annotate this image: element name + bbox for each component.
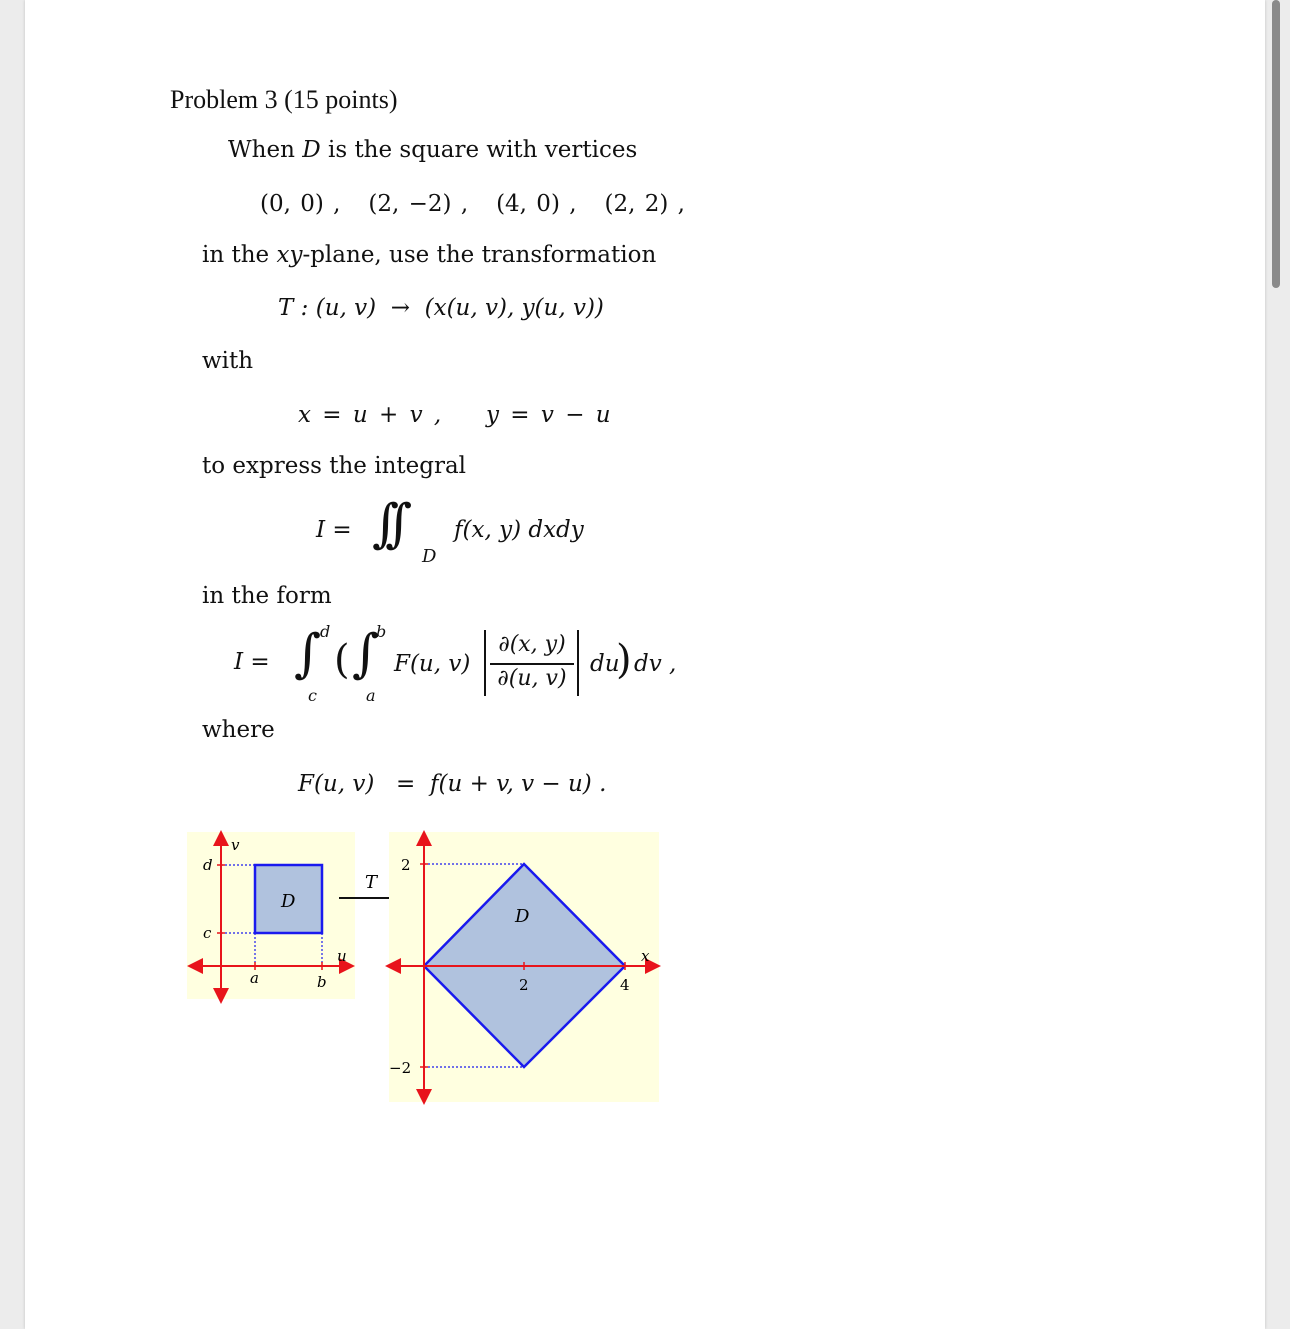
plane-text-2: -plane, use the transformation xyxy=(302,242,657,268)
where-label: where xyxy=(202,717,275,743)
transform-domain: : (u, v) xyxy=(300,295,377,321)
iterated-lhs: I = xyxy=(234,649,270,675)
x-axis-label: x xyxy=(641,947,650,965)
plane-text-xy: xy xyxy=(276,242,303,268)
intro-when: When xyxy=(228,137,295,163)
xy-region-label: D xyxy=(515,906,530,927)
intro-d: D xyxy=(302,137,321,163)
jacobian-bar-left xyxy=(484,630,486,696)
xy-plot xyxy=(389,832,659,1102)
plane-line xyxy=(202,241,656,269)
f-def-rhs: f(u + v, v − u) . xyxy=(430,771,607,797)
intro-line xyxy=(228,136,637,164)
tick-neg2-y: −2 xyxy=(389,1059,412,1077)
transform-arrow: → xyxy=(390,295,410,321)
express-label: to express the integral xyxy=(202,453,467,479)
transformation-figure xyxy=(185,830,665,1105)
integral-lhs: I = xyxy=(316,517,352,543)
f-def-eq: = xyxy=(396,771,416,797)
jacobian-denominator: ∂(u, v) xyxy=(497,666,567,691)
tick-d: d xyxy=(203,856,213,874)
iterated-integrand: F(u, v) xyxy=(394,651,471,677)
vertex: (4, 0) , xyxy=(496,191,577,217)
with-label: with xyxy=(202,348,254,374)
transform-image: (x(u, v), y(u, v)) xyxy=(424,295,604,321)
left-paren: ( xyxy=(334,637,350,683)
plane-text-1: in the xyxy=(202,242,270,268)
double-integral-sign: ∫∫ xyxy=(372,494,399,554)
tick-b: b xyxy=(317,973,327,991)
inner-lower-limit: a xyxy=(366,686,376,705)
scrollbar-thumb[interactable] xyxy=(1272,0,1280,288)
tick-4-x: 4 xyxy=(620,976,630,994)
du-term: du xyxy=(590,651,620,677)
map-label: T xyxy=(365,872,378,893)
right-paren: ) xyxy=(616,637,632,683)
integral-domain: D xyxy=(422,546,437,567)
transformation-line xyxy=(278,294,604,322)
transform-t: T xyxy=(278,295,294,321)
inner-upper-limit: b xyxy=(376,622,387,641)
y-equation: y = v − u xyxy=(486,402,611,428)
tick-a: a xyxy=(250,969,259,987)
f-def-lhs: F(u, v) xyxy=(298,771,375,797)
v-axis-label: v xyxy=(231,836,240,854)
u-axis-label: u xyxy=(337,947,347,965)
jacobian-fraction-line xyxy=(490,663,574,665)
jacobian-numerator: ∂(x, y) xyxy=(498,632,566,657)
tick-2-x: 2 xyxy=(519,976,529,994)
form-label: in the form xyxy=(202,583,332,609)
vertex: (0, 0) , xyxy=(260,191,341,217)
integral-integrand: f(x, y) dxdy xyxy=(454,517,584,543)
vertices-line xyxy=(260,190,685,218)
jacobian-bar-right xyxy=(577,630,579,696)
tick-2-y: 2 xyxy=(401,856,411,874)
uv-plot xyxy=(187,830,355,1000)
inner-integral-sign: ∫ xyxy=(352,624,380,684)
tick-c: c xyxy=(203,924,212,942)
uv-region-label: D xyxy=(281,891,296,912)
x-equation: x = u + v , xyxy=(298,402,442,428)
outer-upper-limit: d xyxy=(320,622,331,641)
outer-integral-sign: ∫ xyxy=(294,624,322,684)
vertex: (2, −2) , xyxy=(368,191,469,217)
vertex: (2, 2) , xyxy=(604,191,685,217)
intro-rest: is the square with vertices xyxy=(327,137,638,163)
dv-term: dv , xyxy=(634,651,677,677)
outer-lower-limit: c xyxy=(308,686,317,705)
problem-title: Problem 3 (15 points) xyxy=(170,85,398,114)
